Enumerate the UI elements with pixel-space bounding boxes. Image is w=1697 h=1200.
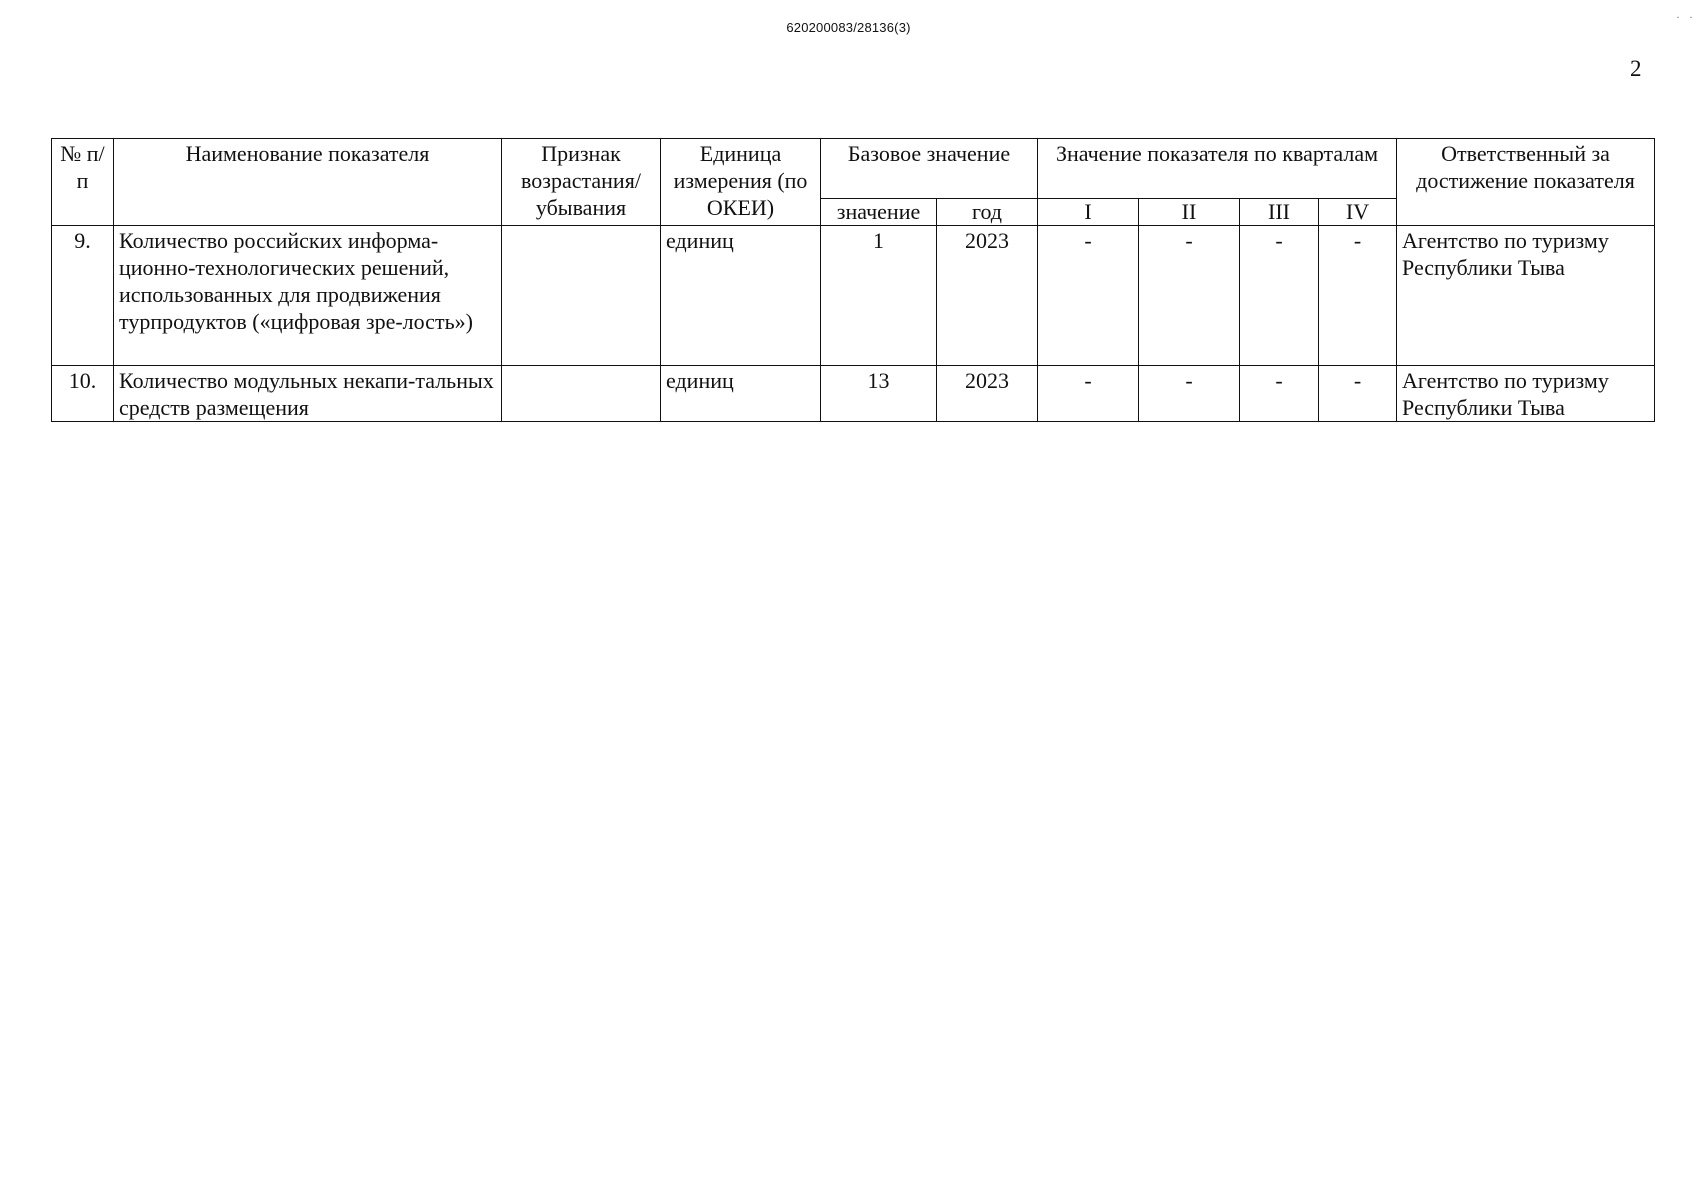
- column-header-sign: Признак возрастания/ убывания: [502, 139, 661, 226]
- indicator-name: Количество российских информа-ционно-технологических решений, использованных для продвижения турпродуктов («цифровая зре-лость»): [114, 226, 502, 366]
- column-header-quarters-group: Значение показателя по кварталам: [1038, 139, 1397, 199]
- document-id: 620200083/28136(3): [786, 20, 911, 35]
- column-header-num: № п/п: [52, 139, 114, 226]
- unit: единиц: [661, 366, 821, 422]
- table-row: [52, 366, 1655, 422]
- column-header-q2: II: [1139, 199, 1240, 226]
- quarter-2-value: -: [1139, 226, 1240, 366]
- column-header-unit: Единица измерения (по ОКЕИ): [661, 139, 821, 226]
- base-year: 2023: [937, 366, 1038, 422]
- column-header-base-value: значение: [821, 199, 937, 226]
- base-value: 13: [821, 366, 937, 422]
- column-header-name: Наименование показателя: [114, 139, 502, 226]
- column-header-q4: IV: [1319, 199, 1397, 226]
- unit: единиц: [661, 226, 821, 366]
- responsible: Агентство по туризму Республики Тыва: [1397, 226, 1655, 366]
- row-number: 9.: [52, 226, 114, 366]
- row-number: 10.: [52, 366, 114, 422]
- indicator-name: Количество модульных некапи-тальных средств размещения: [114, 366, 502, 422]
- quarter-3-value: -: [1240, 226, 1319, 366]
- indicators-table: [51, 138, 1655, 422]
- trend-sign: [502, 366, 661, 422]
- column-header-q3: III: [1240, 199, 1319, 226]
- column-header-base-group: Базовое значение: [821, 139, 1038, 199]
- column-header-base-year: год: [937, 199, 1038, 226]
- table-row: [52, 226, 1655, 366]
- quarter-1-value: -: [1038, 226, 1139, 366]
- page-number: 2: [1630, 56, 1642, 81]
- table-header-row: [52, 139, 1655, 199]
- responsible: Агентство по туризму Республики Тыва: [1397, 366, 1655, 422]
- quarter-4-value: -: [1319, 226, 1397, 366]
- column-header-q1: I: [1038, 199, 1139, 226]
- trend-sign: [502, 226, 661, 366]
- base-year: 2023: [937, 226, 1038, 366]
- base-value: 1: [821, 226, 937, 366]
- quarter-1-value: -: [1038, 366, 1139, 422]
- corner-marks: · ·: [1676, 10, 1696, 24]
- column-header-responsible: Ответственный за достижение показателя: [1397, 139, 1655, 226]
- quarter-2-value: -: [1139, 366, 1240, 422]
- quarter-4-value: -: [1319, 366, 1397, 422]
- quarter-3-value: -: [1240, 366, 1319, 422]
